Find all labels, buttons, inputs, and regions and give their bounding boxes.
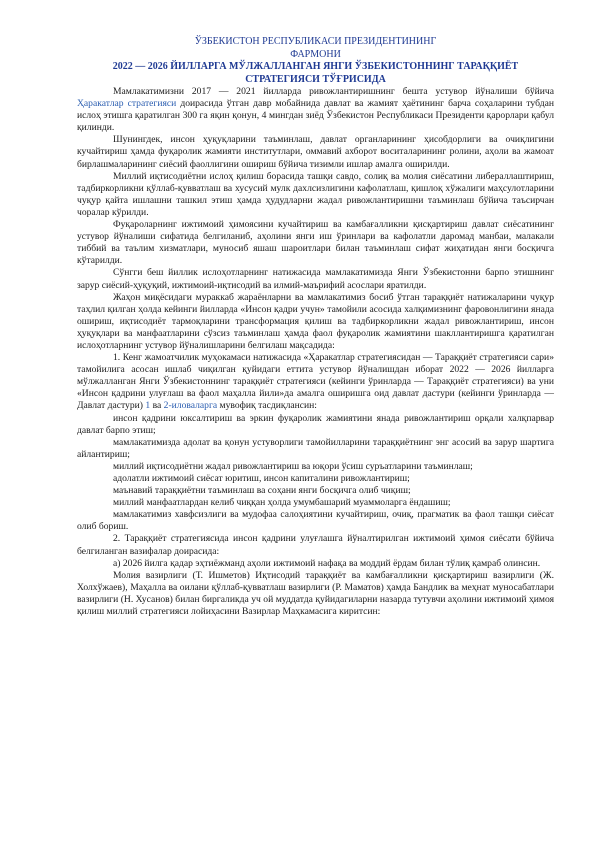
priority-item-6: миллий манфаатлардан келиб чиққан ҳолда умумбашарий муаммоларга ёндашиш; (113, 497, 451, 509)
paragraph-8: 2. Тараққиёт стратегиясида инсон қадрини улуғлашга йўналтирилган ижтимоий ҳимоя сиёсати бўйича белгиланган вазифалар доирасида: (77, 533, 554, 557)
paragraph-1-text-b: доирасида ўтган давр мобайнида давлат ва жамият ҳаётининг барча соҳаларини тубдан ислоҳ этишга қаратилган 300 га яқин қонун, 4 мингдан зиёд Ўзбекистон Республикаси Президенти қарорлари қабул қилинди. (77, 98, 554, 134)
priority-item-7: мамлакатимиз хавфсизлиги ва мудофаа салоҳиятини кучайтириш, очиқ, прагматик ва фаол ташқи сиёсат олиб бориш. (77, 509, 554, 533)
paragraph-6: Жаҳон миқёсидаги мураккаб жараёнларни ва мамлакатимиз босиб ўтган тараққиёт натижаларини чуқур таҳлил қилган ҳолда кейинги йилларда «Инсон қадри учун» тамойили асосида халқимизнинг фаровонлигини янада ошириш, иқтисодиёт тармоқларини трансформация қилиш ва тадбиркорликни жадал ривожлантириш, инсон ҳуқуқлари ва манфаатларини сўзсиз таъминлаш ҳамда фаол фуқаролик жамиятини шакллантиришга қаратилган ислоҳотларнинг устувор йўналишларини белгилаш мақсадида: (77, 291, 554, 351)
document-title: 2022 — 2026 ЙИЛЛАРГА МЎЛЖАЛЛАНГАН ЯНГИ ЎЗБЕКИСТОННИНГ ТАРАҚҚИЁТ СТРАТЕГИЯСИ ТЎҒРИСИДА (112, 61, 519, 85)
paragraph-7-text-b: мувофиқ тасдиқлансин: (217, 400, 317, 412)
paragraph-1-text-a: Мамлакатимизни 2017 — 2021 йилларда ривожлантиришнинг бешта устувор йўналиши бўйича (113, 86, 554, 97)
paragraph-5: Сўнгги беш йиллик ислоҳотларнинг натижасида мамлакатимизда Янги Ўзбекистонни барпо этишнинг зарур сиёсий-ҳуқуқий, ижтимоий-иқтисодий ва илмий-маърифий асослари яратилди. (77, 267, 554, 291)
header-doc-type: ФАРМОНИ (290, 48, 341, 60)
priority-item-5: маънавий тараққиётни таъминлаш ва соҳани янги босқичга олиб чиқиш; (113, 485, 411, 497)
annex-2-link[interactable]: 2-иловаларга (163, 400, 218, 412)
priority-item-4: адолатли ижтимоий сиёсат юритиш, инсон капиталини ривожлантириш; (113, 473, 410, 484)
paragraph-7 (77, 352, 554, 412)
paragraph-10: Молия вазирлиги (Т. Ишметов) Иқтисодий тараққиёт ва камбағалликни қисқартириш вазирлиги (Ж. Холхўжаев), Маҳалла ва оилани қўллаб-қувватлаш вазирлиги (Р. Маматов) ҳамда Бандлик ва меҳнат муносабатлари вазирлиги (Н. Хусанов) билан биргаликда уч ой муддатда қуйидагиларни назарда тутувчи аҳолини ижтимоий ҳимоя қилиш миллий стратегияси лойиҳасини Вазирлар Маҳкамасига киритсин: (77, 569, 554, 618)
priority-item-2: мамлакатимизда адолат ва қонун устуворлиги тамойилларини тараққиётнинг энг асосий ва зарур шартига айлантириш; (77, 436, 554, 460)
header-issuer: ЎЗБЕКИСТОН РЕСПУБЛИКАСИ ПРЕЗИДЕНТИНИНГ (194, 36, 437, 47)
paragraph-7-text-a: 1. Кенг жамоатчилик муҳокамаси натижасида «Ҳаракатлар стратегиясидан — Тараққиёт стратегияси сари» тамойилига асосан ишлаб чиқилган қуйидаги еттита устувор йўналишдан иборат 2022 — 2026 йилларга мўлжалланган Янги Ўзбекистоннинг тараққиёт стратегияси (кейинги ўринларда — Тараққиёт стратегияси) ва уни «Инсон қадрини улуғлаш ва фаол маҳалла йили»да амалга оширишга оид давлат дастури (кейинги ўринларда — Давлат дастури) (77, 352, 554, 412)
paragraph-9: а) 2026 йилга қадар эҳтиёжманд аҳоли ижтимоий нафақа ва моддий ёрдам билан тўлиқ қамраб олинсин. (113, 557, 541, 569)
paragraph-2: Шунингдек, инсон ҳуқуқларини таъминлаш, давлат органларининг ҳисобдорлиги ва очиқлигини кучайтириш ҳамда фуқаролик жамияти институтлари, оммавий ахборот воситаларининг ролини, аҳоли ва жамоат бирлашмаларининг сиёсий фаоллигини ошириш бўйича тизимли ишлар амалга оширилди. (77, 134, 554, 170)
annex-1-link[interactable]: 1 (145, 400, 151, 412)
paragraph-7-text-mid: ва (150, 400, 164, 412)
priority-item-1: инсон қадрини юксалтириш ва эркин фуқаролик жамиятини янада ривожлантириш орқали халқпарвар давлат барпо этиш; (77, 412, 554, 436)
paragraph-1 (77, 86, 554, 134)
paragraph-4: Фуқароларнинг ижтимоий ҳимоясини кучайтириш ва камбағалликни қисқартириш давлат сиёсатининг устувор йўналиши сифатида белгиланиб, аҳолини янги иш ўринлари ва кафолатли даромад манбаи, малакали тиббий ва таълим хизматлари, муносиб яшаш шароитлари билан таъминлаш сифат жиҳатидан янги босқичга кўтарилди. (77, 219, 554, 267)
action-strategy-link[interactable]: Ҳаракатлар стратегияси (77, 98, 177, 110)
priority-item-3: миллий иқтисодиётни жадал ривожлантириш ва юқори ўсиш суръатларини таъминлаш; (113, 460, 473, 472)
paragraph-3: Миллий иқтисодиётни ислоҳ қилиш борасида ташқи савдо, солиқ ва молия сиёсатини либераллаштириш, тадбиркорликни қўллаб-қувватлаш ва хусусий мулк дахлсизлигини кафолатлаш, қишлоқ хўжалиги маҳсулотларини чуқур қайта ишлашни ташкил этиш ҳамда ҳудудларни жадал ривожлантиришни таъминлаш бўйича таъсирчан чоралар кўрилди. (77, 170, 554, 218)
